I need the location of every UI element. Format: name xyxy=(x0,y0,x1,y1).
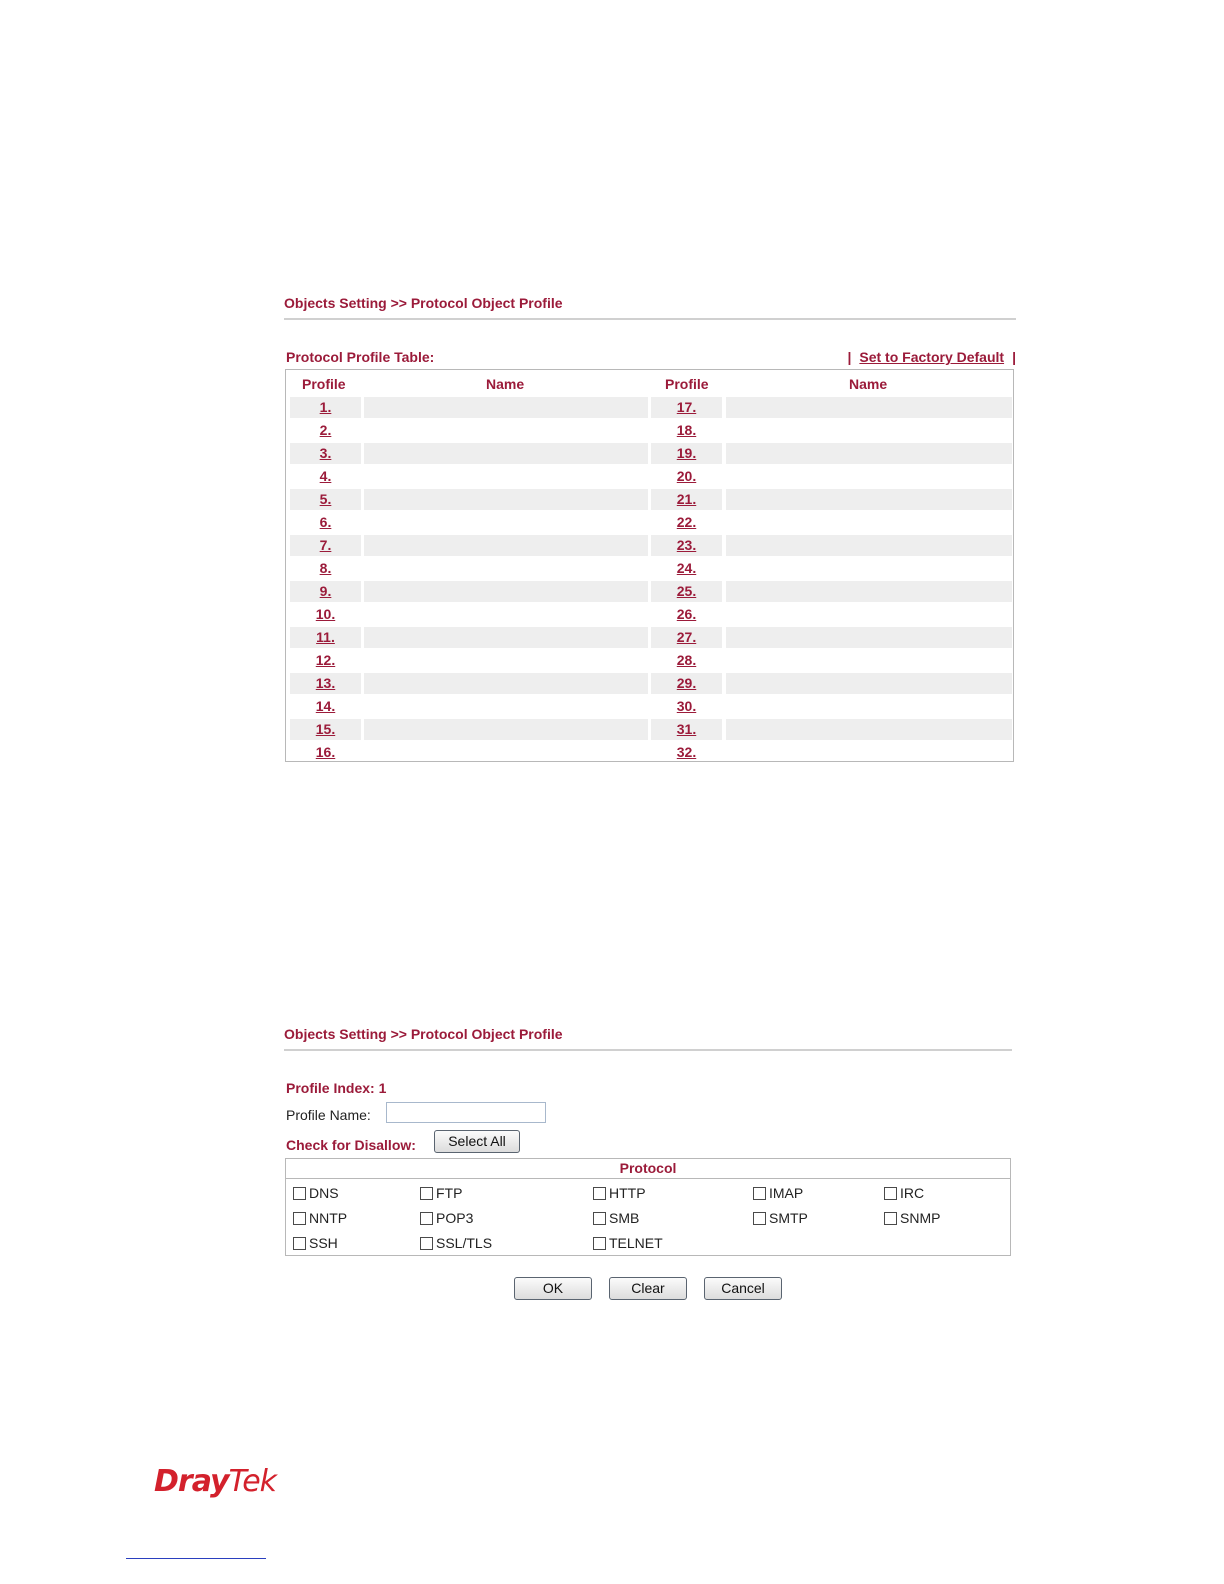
profile-link[interactable]: 15. xyxy=(315,721,336,737)
profile-cell xyxy=(290,742,361,763)
profile-cell xyxy=(651,719,722,740)
checkbox-icon[interactable] xyxy=(884,1187,897,1200)
protocol-label: TELNET xyxy=(609,1235,663,1251)
profile-link[interactable]: 2. xyxy=(319,422,332,438)
profile-link[interactable]: 28. xyxy=(676,652,697,668)
checkbox-icon[interactable] xyxy=(293,1237,306,1250)
col-header-name: Name xyxy=(849,376,888,392)
protocol-header: Protocol xyxy=(286,1159,1010,1179)
profile-cell xyxy=(290,512,361,533)
name-cell xyxy=(364,696,648,717)
profile-link[interactable]: 30. xyxy=(676,698,697,714)
separator: | xyxy=(847,349,852,365)
protocol-label: IRC xyxy=(900,1185,925,1201)
table-row xyxy=(288,672,1012,695)
profile-cell xyxy=(290,581,361,602)
profile-cell xyxy=(290,558,361,579)
breadcrumb-divider xyxy=(284,318,1016,320)
profile-link[interactable]: 27. xyxy=(676,629,697,645)
name-cell xyxy=(364,558,648,579)
table-row xyxy=(288,649,1012,672)
profile-link[interactable]: 26. xyxy=(676,606,697,622)
profile-cell xyxy=(651,466,722,487)
profile-link[interactable]: 22. xyxy=(676,514,697,530)
table-row xyxy=(288,580,1012,603)
name-cell xyxy=(364,512,648,533)
profile-link[interactable]: 23. xyxy=(676,537,697,553)
profile-cell xyxy=(651,604,722,625)
profile-link[interactable]: 8. xyxy=(319,560,332,576)
protocol-label: SNMP xyxy=(900,1210,941,1226)
table-row xyxy=(288,741,1012,764)
name-cell xyxy=(364,581,648,602)
checkbox-icon[interactable] xyxy=(593,1212,606,1225)
table-row xyxy=(288,626,1012,649)
name-cell xyxy=(726,466,1012,487)
profile-link[interactable]: 1. xyxy=(319,399,332,415)
profile-cell xyxy=(651,420,722,441)
col-header-profile: Profile xyxy=(302,376,346,392)
profile-cell xyxy=(651,558,722,579)
protocol-label: POP3 xyxy=(436,1210,474,1226)
name-cell xyxy=(726,650,1012,671)
table-row xyxy=(288,465,1012,488)
name-cell xyxy=(726,489,1012,510)
profile-link[interactable]: 9. xyxy=(319,583,332,599)
name-cell xyxy=(726,443,1012,464)
table-row xyxy=(288,603,1012,626)
checkbox-icon[interactable] xyxy=(420,1237,433,1250)
breadcrumb: Objects Setting >> Protocol Object Profile xyxy=(284,1026,563,1042)
profile-link[interactable]: 13. xyxy=(315,675,336,691)
profile-cell xyxy=(290,627,361,648)
name-cell xyxy=(726,742,1012,763)
profile-link[interactable]: 6. xyxy=(319,514,332,530)
checkbox-icon[interactable] xyxy=(753,1187,766,1200)
name-cell xyxy=(726,581,1012,602)
table-row xyxy=(288,557,1012,580)
table-title: Protocol Profile Table: xyxy=(286,349,435,365)
checkbox-icon[interactable] xyxy=(884,1212,897,1225)
profile-cell xyxy=(651,397,722,418)
name-cell xyxy=(364,742,648,763)
protocol-label: SSH xyxy=(309,1235,338,1251)
profile-cell xyxy=(651,650,722,671)
name-cell xyxy=(364,535,648,556)
profile-name-label: Profile Name: xyxy=(286,1107,371,1123)
profile-link[interactable]: 31. xyxy=(676,721,697,737)
separator: | xyxy=(1012,349,1016,365)
profile-link[interactable]: 10. xyxy=(315,606,336,622)
profile-link[interactable]: 25. xyxy=(676,583,697,599)
profile-cell xyxy=(290,466,361,487)
table-row xyxy=(288,396,1012,419)
profile-cell xyxy=(290,420,361,441)
logo-text-tek: Tek xyxy=(228,1464,277,1499)
profile-cell xyxy=(290,696,361,717)
name-cell xyxy=(364,673,648,694)
col-header-name: Name xyxy=(486,376,525,392)
profile-table xyxy=(285,369,1014,762)
profile-link[interactable]: 4. xyxy=(319,468,332,484)
profile-link[interactable]: 17. xyxy=(676,399,697,415)
name-cell xyxy=(726,512,1012,533)
profile-cell xyxy=(651,489,722,510)
table-row xyxy=(288,419,1012,442)
table-row xyxy=(288,488,1012,511)
breadcrumb: Objects Setting >> Protocol Object Profile xyxy=(284,295,563,311)
profile-cell xyxy=(290,719,361,740)
profile-link[interactable]: 21. xyxy=(676,491,697,507)
profile-link[interactable]: 16. xyxy=(315,744,336,760)
profile-cell xyxy=(651,512,722,533)
name-cell xyxy=(364,489,648,510)
profile-cell xyxy=(651,535,722,556)
checkbox-icon[interactable] xyxy=(593,1237,606,1250)
name-cell xyxy=(726,719,1012,740)
profile-link[interactable]: 18. xyxy=(676,422,697,438)
name-cell xyxy=(726,673,1012,694)
checkbox-icon[interactable] xyxy=(420,1187,433,1200)
name-cell xyxy=(726,535,1012,556)
check-for-disallow-label: Check for Disallow: xyxy=(286,1137,416,1153)
protocol-label: NNTP xyxy=(309,1210,348,1226)
footer-divider xyxy=(126,1558,266,1559)
table-row xyxy=(288,534,1012,557)
name-cell xyxy=(726,558,1012,579)
protocol-label: DNS xyxy=(309,1185,339,1201)
name-cell xyxy=(364,420,648,441)
profile-link[interactable]: 12. xyxy=(315,652,336,668)
draytek-logo xyxy=(154,1464,276,1499)
protocol-label: SMTP xyxy=(769,1210,808,1226)
set-factory-default-link[interactable]: Set to Factory Default xyxy=(859,349,1005,365)
clear-button[interactable]: Clear xyxy=(609,1277,687,1300)
profile-cell xyxy=(651,696,722,717)
name-cell xyxy=(726,696,1012,717)
logo-text-dray: Dray xyxy=(154,1464,229,1499)
table-row xyxy=(288,511,1012,534)
profile-cell xyxy=(651,742,722,763)
profile-link[interactable]: 3. xyxy=(319,445,332,461)
name-cell xyxy=(364,397,648,418)
name-cell xyxy=(726,420,1012,441)
profile-index: Profile Index: 1 xyxy=(286,1080,387,1096)
profile-cell xyxy=(651,443,722,464)
name-cell xyxy=(364,719,648,740)
protocol-label: HTTP xyxy=(609,1185,646,1201)
profile-link[interactable]: 24. xyxy=(676,560,697,576)
protocol-label: IMAP xyxy=(769,1185,804,1201)
name-cell xyxy=(726,397,1012,418)
profile-cell xyxy=(290,673,361,694)
name-cell xyxy=(364,443,648,464)
cancel-button[interactable]: Cancel xyxy=(704,1277,782,1300)
name-cell xyxy=(364,466,648,487)
checkbox-icon[interactable] xyxy=(293,1212,306,1225)
profile-cell xyxy=(290,650,361,671)
col-header-profile: Profile xyxy=(665,376,709,392)
table-body xyxy=(288,396,1012,764)
name-cell xyxy=(364,627,648,648)
protocol-label: SMB xyxy=(609,1210,640,1226)
profile-cell xyxy=(651,581,722,602)
profile-link[interactable]: 29. xyxy=(676,675,697,691)
profile-cell xyxy=(290,397,361,418)
table-row xyxy=(288,442,1012,465)
protocol-table xyxy=(285,1158,1011,1256)
breadcrumb-divider xyxy=(284,1049,1012,1051)
profile-cell xyxy=(651,673,722,694)
ok-button[interactable]: OK xyxy=(514,1277,592,1300)
protocol-label: SSL/TLS xyxy=(436,1235,493,1251)
profile-cell xyxy=(290,535,361,556)
name-cell xyxy=(364,604,648,625)
profile-link[interactable]: 14. xyxy=(315,698,336,714)
profile-cell xyxy=(290,443,361,464)
profile-cell xyxy=(290,604,361,625)
protocol-label: FTP xyxy=(436,1185,463,1201)
name-cell xyxy=(364,650,648,671)
table-row xyxy=(288,718,1012,741)
table-actions xyxy=(847,349,1016,365)
checkbox-icon[interactable] xyxy=(753,1212,766,1225)
checkbox-icon[interactable] xyxy=(420,1212,433,1225)
profile-link[interactable]: 20. xyxy=(676,468,697,484)
profile-cell xyxy=(290,489,361,510)
profile-name-input[interactable] xyxy=(386,1102,546,1123)
name-cell xyxy=(726,604,1012,625)
profile-link[interactable]: 11. xyxy=(316,629,335,645)
checkbox-icon[interactable] xyxy=(593,1187,606,1200)
profile-link[interactable]: 19. xyxy=(676,445,697,461)
profile-link[interactable]: 5. xyxy=(319,491,332,507)
checkbox-icon[interactable] xyxy=(293,1187,306,1200)
profile-link[interactable]: 7. xyxy=(319,537,332,553)
profile-cell xyxy=(651,627,722,648)
name-cell xyxy=(726,627,1012,648)
profile-link[interactable]: 32. xyxy=(676,744,697,760)
table-row xyxy=(288,695,1012,718)
select-all-button[interactable]: Select All xyxy=(434,1130,520,1153)
